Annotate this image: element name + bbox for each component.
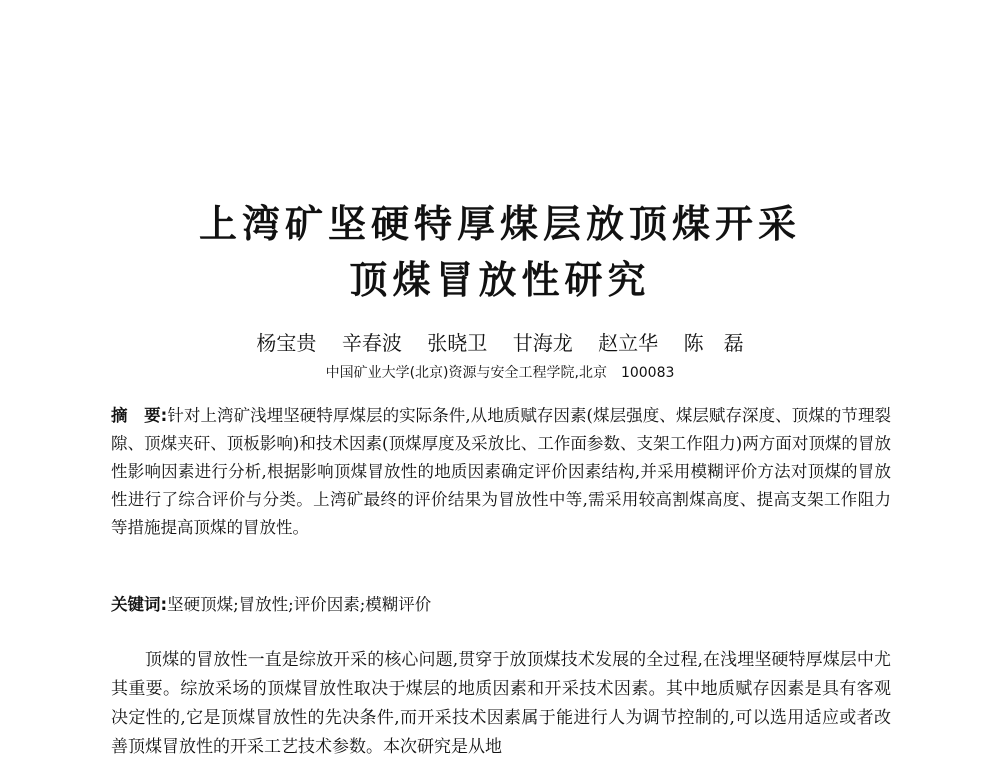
keywords [111, 591, 891, 619]
affiliation: 中国矿业大学(北京)资源与安全工程学院,北京 100083 [325, 365, 675, 381]
keywords-text: 坚硬顶煤;冒放性;评价因素;模糊评价 [167, 595, 432, 614]
author: 杨宝贵 [256, 331, 317, 355]
author: 张晓卫 [427, 331, 488, 355]
title-line-1: 上湾矿坚硬特厚煤层放顶煤开采 [198, 201, 801, 246]
abstract-label: 摘 要: [111, 406, 168, 425]
author: 辛春波 [341, 331, 402, 355]
abstract-text: 针对上湾矿浅埋坚硬特厚煤层的实际条件,从地质赋存因素(煤层强度、煤层赋存深度、顶煤的节理裂隙、顶煤夹矸、顶板影响)和技术因素(顶煤厚度及采放比、工作面参数、支架工作阻力)两方面对顶煤的冒放性影响因素进行分析,根据影响顶煤冒放性的地质因素确定评价因素结构,并采用模糊评价方法对顶煤的冒放性进行了综合评价与分类。上湾矿最终的评价结果为冒放性中等,需采用较高割煤高度、提高支架工作阻力等措施提高顶煤的冒放性。 [111, 406, 891, 537]
title-line-2: 顶煤冒放性研究 [349, 257, 651, 302]
author: 陈 磊 [683, 331, 744, 355]
author: 甘海龙 [512, 331, 573, 355]
abstract [111, 402, 891, 542]
author-list [0, 330, 1000, 356]
author: 赵立华 [598, 331, 659, 355]
keywords-label: 关键词: [111, 595, 168, 614]
body-paragraph: 顶煤的冒放性一直是综放开采的核心问题,贯穿于放顶煤技术发展的全过程,在浅埋坚硬特厚煤层中尤其重要。综放采场的顶煤冒放性取决于煤层的地质因素和开采技术因素。其中地质赋存因素是具有客观决定性的,它是顶煤冒放性的先决条件,而开采技术因素属于能进行人为调节控制的,可以选用适应或者改善顶煤冒放性的开采工艺技术参数。本次研究是从地 [111, 650, 891, 757]
